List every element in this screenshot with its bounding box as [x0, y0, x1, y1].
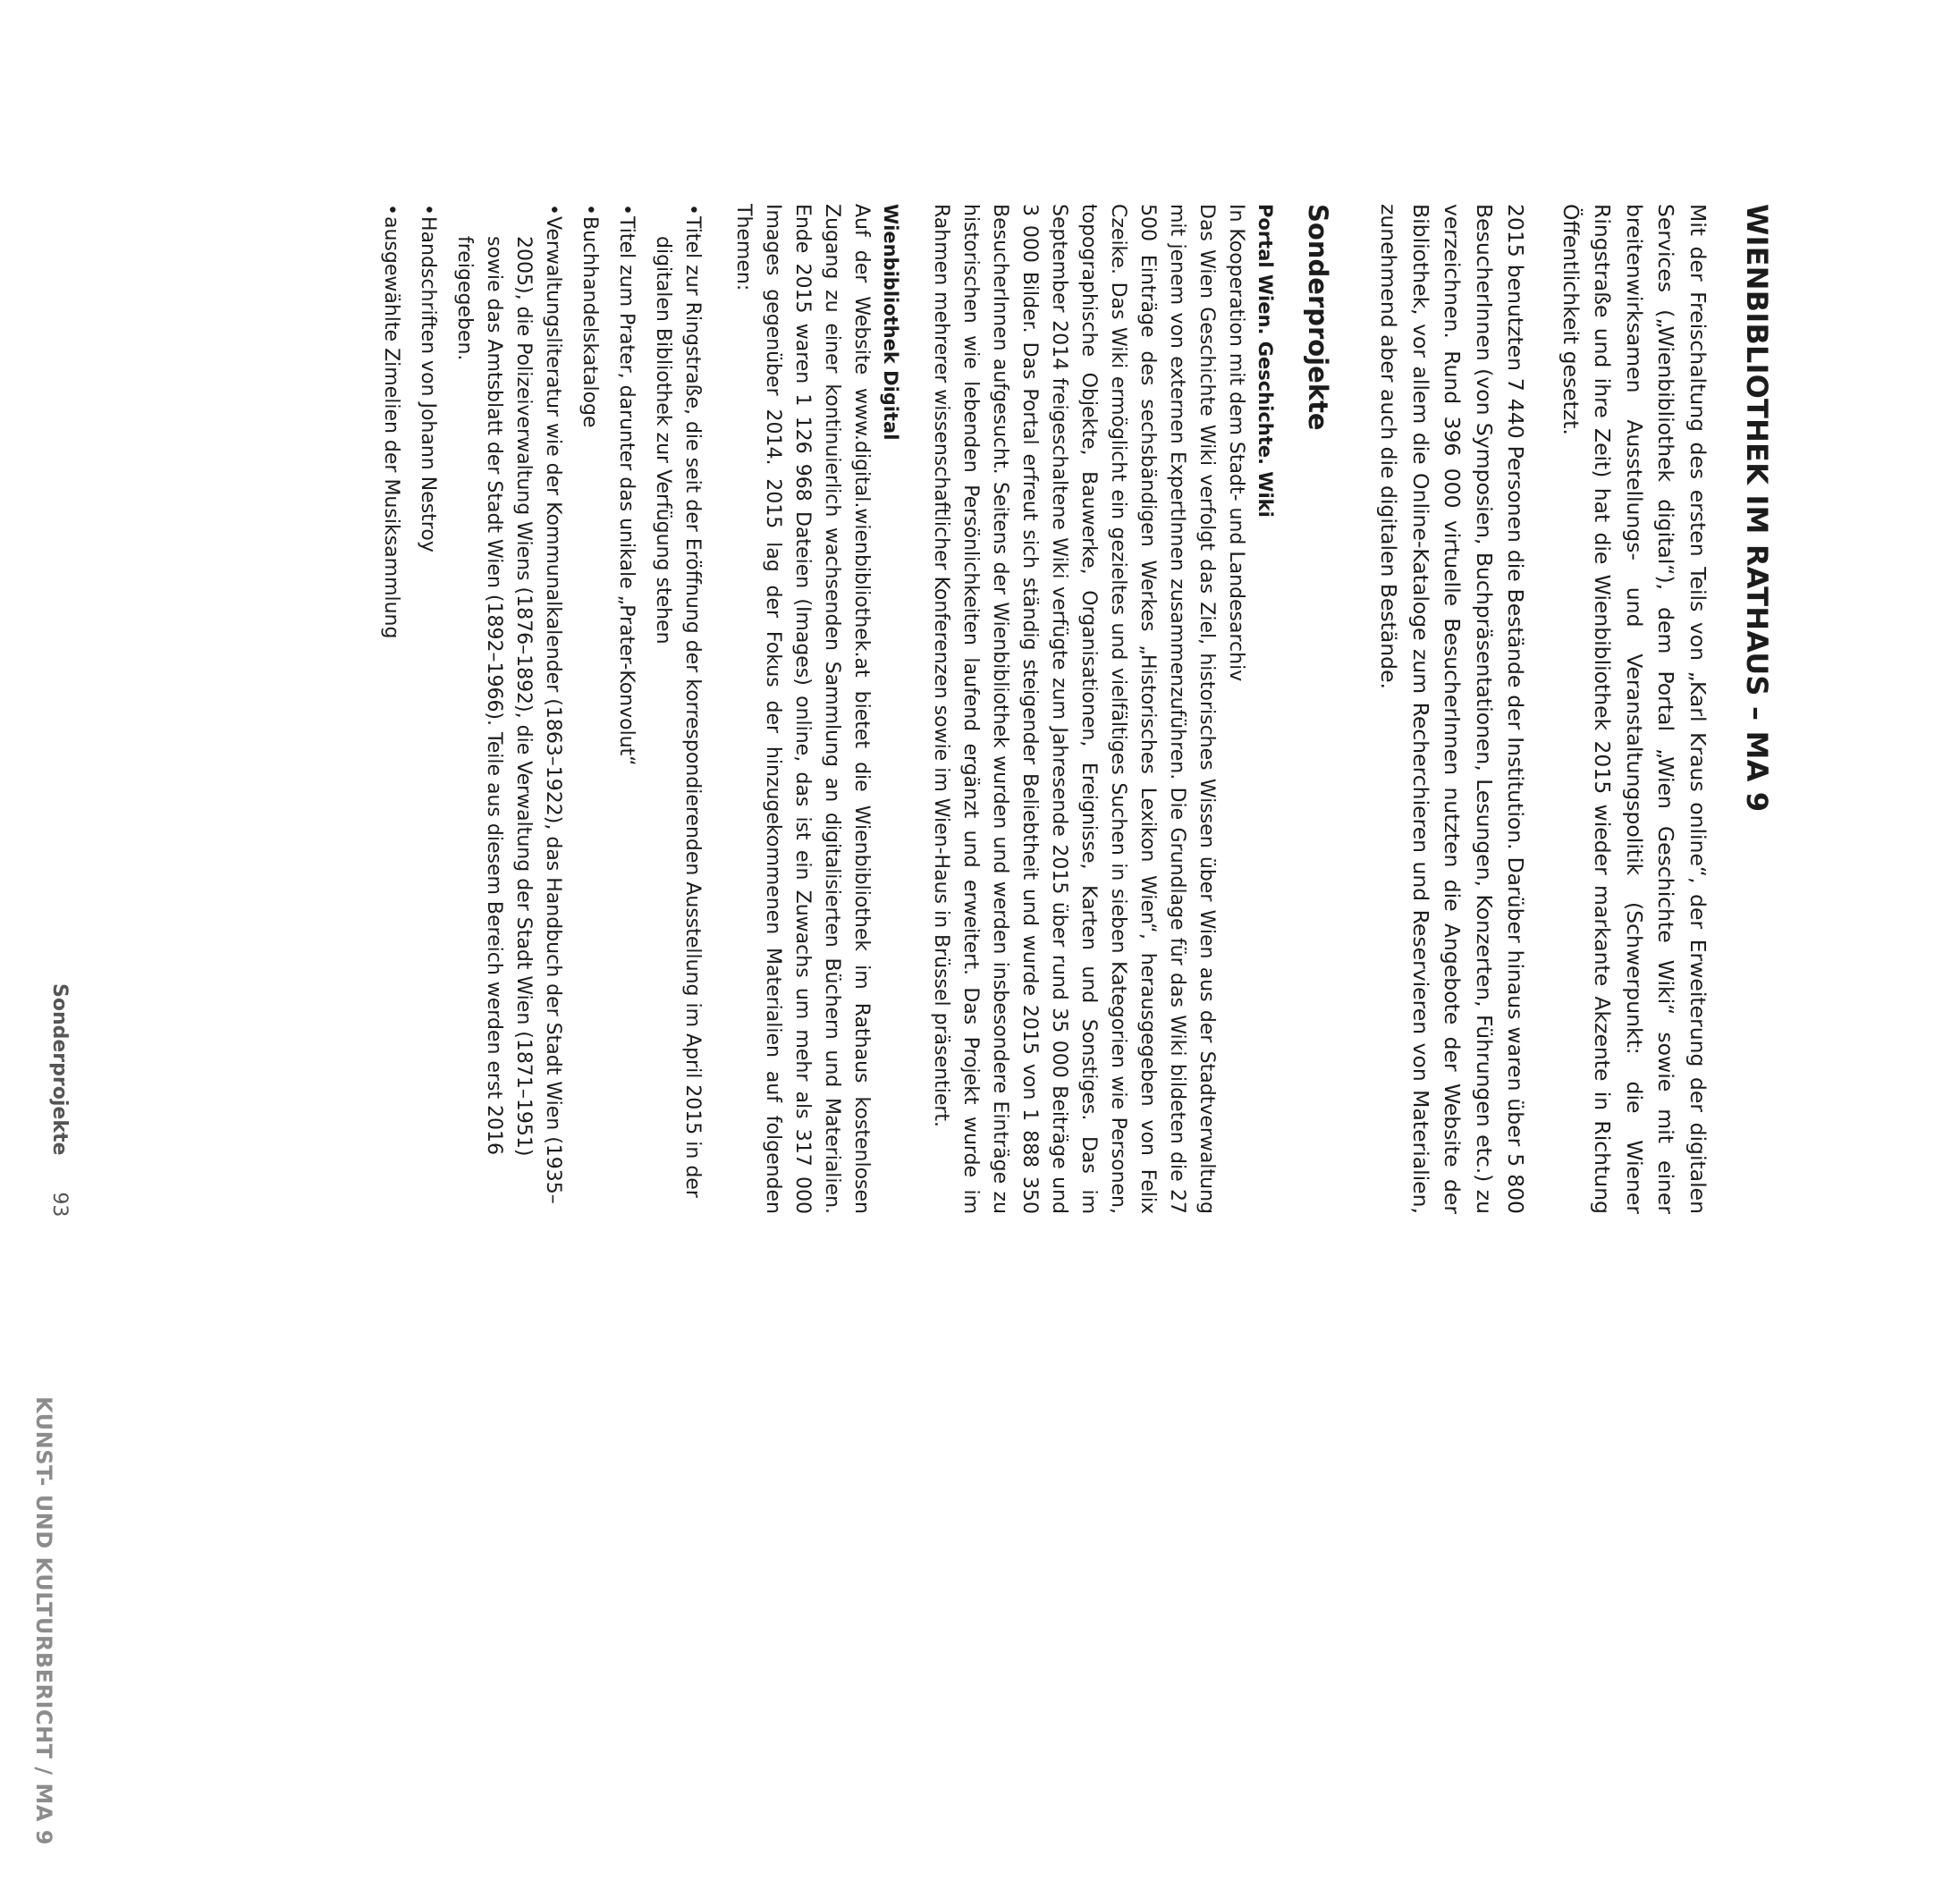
running-header: KUNST- UND KULTURBERICHT / MA 9	[31, 1396, 56, 1846]
list-item-text: Handschriften von Johann Nestroy	[417, 216, 439, 552]
page-number: 93	[48, 1192, 71, 1218]
bullet-icon: •	[615, 204, 638, 215]
bullet-icon: •	[579, 204, 601, 215]
bullet-icon: •	[417, 204, 439, 215]
portal-paragraph: In Kooperation mit dem Stadt- und Landesarchiv Das Wien Geschichte Wiki verfolgt das Ziel, historisches Wissen über Wien aus der Stadtverwaltung mit jenem von externen ExpertInnen zusammenzuführen. Die Grundlage für das Wiki bildeten die 27 500 Einträge des sechsbändigen Werkes „Historisches Lexikon Wien“, herausgegeben von Felix Czeike. Das Wiki ermöglicht ein gezieltes und vielfältiges Suchen in sieben Kategorien wie Personen, topographische Objekte, Bauwerke, Organisationen, Ereignisse, Karten und Sonstiges. Das im September 2014 freigeschaltene Wiki verfügte zum Jahresende 2015 über rund 35 000 Beiträge und 3 000 Bilder. Das Portal erfreut sich ständig steigender Beliebtheit und wurde 2015 von 1 888 350 BesucherInnen aufgesucht. Seitens der Wienbibliothek wurden und werden insbesondere Einträge zu historischen wie lebenden Persönlichkeiten laufend ergänzt und erweitert. Das Projekt wurde im Rahmen mehrerer wissenschaftlicher Konferenzen sowie im Wien-Haus in Brüssel präsentiert.	[930, 204, 1247, 1214]
page-footer	[48, 983, 71, 1217]
footer-section-name: Sonderprojekte	[48, 983, 71, 1156]
bullet-icon: •	[380, 204, 402, 215]
digital-subtitle: Wienbibliothek Digital	[880, 204, 901, 441]
bullet-icon: •	[542, 204, 564, 215]
themes-list	[376, 204, 707, 1214]
portal-subtitle: Portal Wien. Geschichte. Wiki	[1255, 204, 1276, 518]
list-item	[376, 204, 406, 1214]
list-item	[575, 204, 604, 1214]
main-column	[369, 204, 1774, 1214]
intro-paragraph: Mit der Freischaltung des ersten Teils von „Karl Kraus online“, der Erweiterung der digitalen Services („Wienbibliothek digital“), dem Portal „Wien Geschichte Wiki“ sowie mit einer breitenwirksamen Ausstellungs- und Veranstaltungspolitik (Schwerpunkt: die Wiener Ringstraße und ihre Zeit) hat die Wienbibliothek 2015 wieder markante Akzente in Richtung Öffentlichkeit gesetzt.	[1559, 204, 1711, 1214]
section-title: Sonderprojekte	[1303, 204, 1333, 431]
list-item-text: ausgewählte Zimelien der Musiksammlung	[380, 216, 402, 639]
chapter-title: WIENBIBLIOTHEK IM RATHAUS – MA 9	[1740, 204, 1774, 813]
list-item-text: Titel zur Ringstraße, die seit der Eröffnung der korrespondierenden Ausstellung im April 2015 in der digitalen Bibliothek zur Verfügung stehen	[652, 216, 704, 1198]
list-item	[450, 204, 568, 1214]
list-item-text: Verwaltungsliteratur wie der Kommunalkalender (1863–1922), das Handbuch der Stadt Wien (1935–2005), die Polizeiverwaltung Wiens (1876–1892), die Verwaltung der Stadt Wien (1871–1951) sowie das Amtsblatt der Stadt Wien (1892–1966). Teile aus diesem Bereich werden erst 2016 freigegeben.	[453, 216, 564, 1204]
list-item	[612, 204, 641, 1214]
digital-paragraph: Auf der Website www.digital.wienbibliothek.at bietet die Wienbibliothek im Rathaus kostenlosen Zugang zu einer kontinuierlich wachsenden Sammlung an digitalisierten Büchern und Materialien. Ende 2015 waren 1 126 968 Dateien (Images) online, das ist ein Zuwachs um mehr als 317 000 Images gegenüber 2014. 2015 lag der Fokus der hinzugekommenen Materialien auf folgenden Themen:	[732, 204, 873, 1214]
list-item-text: Titel zum Prater, darunter das unikale „Prater-Konvolut“	[615, 216, 638, 766]
list-item	[413, 204, 443, 1214]
list-item	[648, 204, 707, 1214]
bullet-icon: •	[681, 204, 704, 215]
statistics-paragraph: 2015 benutzten 7 440 Personen die Bestände der Institution. Darüber hinaus waren über 5 800 BesucherInnen (von Symposien, Buchpräsentationen, Lesungen, Konzerten, Führungen etc.) zu verzeichnen. Rund 396 000 virtuelle BesucherInnen nutzten die Angebote der Website der Bibliothek, vor allem die Online-Kataloge zum Recherchieren und Reservieren von Materialien, zunehmend aber auch die digitalen Bestände.	[1376, 204, 1529, 1214]
list-item-text: Buchhandelskataloge	[579, 216, 601, 428]
